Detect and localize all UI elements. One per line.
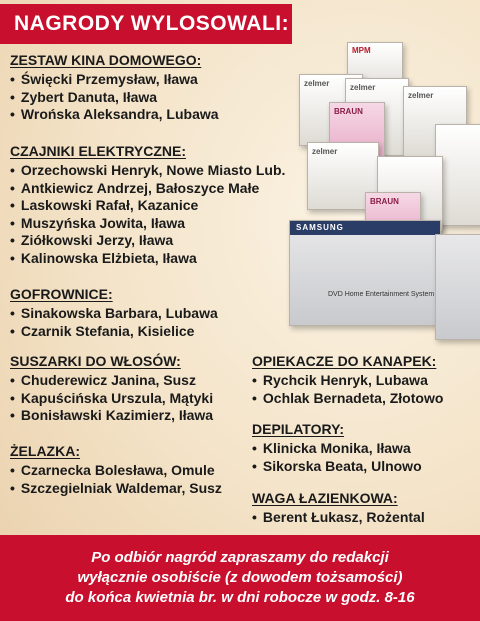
brand-label: MPM — [352, 46, 371, 55]
page-title — [0, 4, 292, 44]
section-title: GOFROWNICE: — [10, 286, 113, 302]
winner-list — [10, 305, 218, 340]
list-item: • Antkiewicz Andrzej, Bałoszyce Małe — [10, 180, 285, 198]
winner-list — [252, 440, 422, 475]
list-item: • Sinakowska Barbara, Lubawa — [10, 305, 218, 323]
list-item: • Szczegielniak Waldemar, Susz — [10, 480, 222, 498]
home-theater-box-2 — [435, 234, 480, 340]
samsung-logo: SAMSUNG — [296, 223, 344, 232]
list-item: • Wrońska Aleksandra, Lubawa — [10, 106, 219, 124]
section-opiekacze — [252, 353, 443, 407]
brand-label: BRAUN — [334, 107, 363, 116]
section-czajniki — [10, 143, 285, 267]
section-title: CZAJNIKI ELEKTRYCZNE: — [10, 143, 187, 159]
home-theater-box — [289, 220, 441, 326]
list-item: • Laskowski Rafał, Kazanice — [10, 197, 285, 215]
list-item: • Rychcik Henryk, Lubawa — [252, 372, 443, 390]
winner-list — [10, 462, 222, 497]
brand-label: zelmer — [312, 147, 338, 156]
list-item: • Czarnecka Bolesława, Omule — [10, 462, 222, 480]
list-item: • Bonisławski Kazimierz, Iława — [10, 407, 213, 425]
list-item: • Orzechowski Henryk, Nowe Miasto Lub. — [10, 162, 285, 180]
list-item: • Chuderewicz Janina, Susz — [10, 372, 213, 390]
box-band — [290, 221, 440, 235]
winner-list — [10, 372, 213, 425]
list-item: • Ochlak Bernadeta, Złotowo — [252, 390, 443, 408]
notice-line: wyłącznie osobiście (z dowodem tożsamości) — [77, 569, 403, 586]
winner-list — [252, 509, 425, 527]
brand-label: zelmer — [350, 83, 376, 92]
box-caption: DVD Home Entertainment System — [328, 291, 435, 298]
winner-list — [252, 372, 443, 407]
list-item: • Klinicka Monika, Iława — [252, 440, 422, 458]
list-item: • Kalinowska Elżbieta, Iława — [10, 250, 285, 268]
brand-label: BRAUN — [370, 197, 399, 206]
section-kino — [10, 52, 219, 124]
winner-list — [10, 162, 285, 267]
section-zelazka — [10, 443, 222, 497]
section-gofrownice — [10, 286, 218, 340]
section-title: ŻELAZKA: — [10, 443, 80, 459]
notice-line: Po odbiór nagród zapraszamy do redakcji — [91, 549, 389, 566]
section-title: SUSZARKI DO WŁOSÓW: — [10, 353, 181, 369]
list-item: • Ziółkowski Jerzy, Iława — [10, 232, 285, 250]
pickup-notice — [0, 535, 480, 621]
section-depilatory — [252, 421, 422, 475]
page-title-text: NAGRODY WYLOSOWALI: — [14, 12, 290, 35]
section-title: WAGA ŁAZIENKOWA: — [252, 490, 398, 506]
list-item: • Sikorska Beata, Ulnowo — [252, 458, 422, 476]
section-waga — [252, 490, 425, 527]
section-suszarki — [10, 353, 213, 425]
list-item: • Berent Łukasz, Rożental — [252, 509, 425, 527]
winner-list — [10, 71, 219, 124]
section-title: OPIEKACZE DO KANAPEK: — [252, 353, 437, 369]
brand-label: zelmer — [408, 91, 434, 100]
section-title: DEPILATORY: — [252, 421, 345, 437]
list-item: • Kapuścińska Urszula, Mątyki — [10, 390, 213, 408]
list-item: • Zybert Danuta, Iława — [10, 89, 219, 107]
prizes-illustration — [285, 38, 480, 338]
section-title: ZESTAW KINA DOMOWEGO: — [10, 52, 202, 68]
notice-line: do końca kwietnia br. w dni robocze w godz. 8-16 — [65, 589, 415, 606]
brand-label: zelmer — [304, 79, 330, 88]
list-item: • Muszyńska Jowita, Iława — [10, 215, 285, 233]
list-item: • Czarnik Stefania, Kisielice — [10, 323, 218, 341]
list-item: • Święcki Przemysław, Iława — [10, 71, 219, 89]
